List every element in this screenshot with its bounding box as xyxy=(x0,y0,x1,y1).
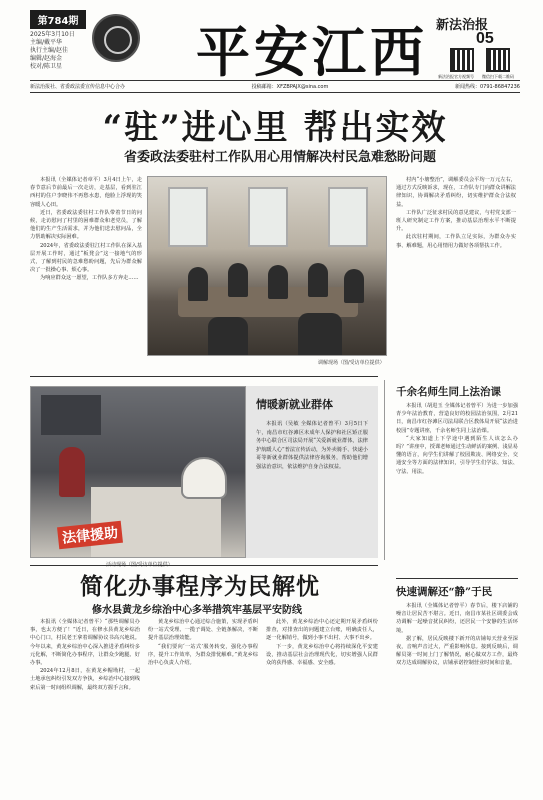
photo-person xyxy=(308,263,328,297)
side2-body xyxy=(396,602,518,792)
legal-aid-stamp: 法律援助 xyxy=(57,521,123,550)
lead-photo-caption: 调解现场（图/受访单位提供） xyxy=(318,360,385,366)
proofreader: 校对/陈卫星 xyxy=(30,63,63,70)
chief-editor: 主编/戴平华 xyxy=(30,39,63,46)
exec-editor: 执行主编/赵佳 xyxy=(30,47,69,54)
feature-title: 情暖新就业群体 xyxy=(256,398,333,411)
paragraph: 村内“小塘整治”，调解委员会平均一万元左右，通过方式反映诉求，现在，工作队专门向群众讲解法律知识，协调解决矛盾纠纷，切实维护群众合法权益。 xyxy=(396,177,516,208)
info-item: 投稿邮箱：XFZBPAJX@sina.com xyxy=(251,84,329,90)
paragraph: 为响应群众这一愿望，工作队多方奔走…… xyxy=(40,275,139,282)
photo-window xyxy=(328,187,368,247)
qr-code-icon xyxy=(486,48,510,72)
page-number: 05 xyxy=(476,30,494,47)
paragraph: “大家知道上下学途中遇到陌生人该怎么办吗？”讲座中，授课老师通过生动鲜活的案例、浅显易懂的语言，向学生们讲解了校园欺凌、网络安全、交通安全等方面的法律知识，引导学生们学法、知法、守法、用法。 xyxy=(396,435,518,475)
paragraph: 据了解，居民反映楼下新开的店铺每天营业至深夜，音响声音过大，严重影响休息。接到反映后，调解员第一时间上门了解情况，耐心做双方工作，最终双方达成调解协议，店铺承诺控制营业时间和音量。 xyxy=(396,635,518,667)
photo-sign xyxy=(41,395,101,435)
paragraph: 本报讯（胡进玉 全媒体记者曾平）为进一步加强青少年法治教育，营造良好的校园法治氛围，2月21日，南昌市红谷滩区司法局联合区教体局开展“法治进校园”专题讲座，千余名师生同上法治课。 xyxy=(396,403,518,434)
photo-person xyxy=(228,263,248,297)
qr-label: 新法治报官方视频号 xyxy=(438,74,474,79)
photo-person xyxy=(188,267,208,301)
editor: 编辑/赵海金 xyxy=(30,55,63,62)
lead-column-3 xyxy=(396,176,516,366)
second-headline: 简化办事程序为民解忧 xyxy=(80,573,320,600)
info-item: 新法治报社、省委政法委宣传信息中心合办 xyxy=(30,84,126,90)
paragraph: 本报讯（全媒体记者曾平）“那些调解员办事，也太方便了！”近日，在修水县黄龙乡综治中心门口，村民老王拿着调解协议书高兴地说。今年以来，黄龙乡综治中心深入推进矛盾纠纷多元化解，不断简化办事程序，让群众少跑腿、好办事。 xyxy=(30,619,140,667)
divider xyxy=(384,380,385,560)
qr-label: 微信扫下载二维码 xyxy=(482,74,514,79)
paragraph: 下一步，黄龙乡综治中心将持续深化平安建设，推动基层社会治理现代化，切实增强人民群众的获得感、幸福感、安全感。 xyxy=(266,643,378,667)
paragraph: 本报讯（全媒体记者章平）3月4日上午，走春节意后节前最后一次走访，走基层，看到驻江西村的住户李晓伟不再愁水患，他脸上浮现的笑容暖人心田。 xyxy=(30,177,142,208)
side1-body xyxy=(396,402,518,572)
lead-headline: “驻”进心里 帮出实效 xyxy=(102,108,448,148)
paragraph: “我们要向‘一站式’服务转变，强化办事程序，提升工作效率，为群众排忧解难。”黄龙乡综治中心负责人介绍。 xyxy=(148,643,258,667)
paragraph: 2024年，省委政法委驻江村工作队在深入基层开展工作时，通过“板凳会”这一接地气的形式，了解到村民的急难愁盼问题，先后为群众解决了一批操心事、烦心事。 xyxy=(30,242,142,274)
issue-date: 2025年3月10日 xyxy=(30,31,75,38)
feature-text: 本报讯（吴敏 全媒体记者曾平）3月5日下午，南昌市红谷滩区未成年人保护和社区矫正服务中心联合区司法局开展“关爱新就业群体，法律护航暖人心”普法宣传活动，为外卖骑手、快递小哥等新就业群体提供法律咨询服务，帮助他们增强法治意识，依法维护自身合法权益。 xyxy=(256,421,368,470)
photo-person xyxy=(208,317,248,356)
lead-photo xyxy=(147,176,387,356)
feature-panel xyxy=(246,386,378,558)
info-bar xyxy=(30,80,520,93)
side2-title: 快速调解还“静”于民 xyxy=(396,586,493,598)
paragraph: 本报讯（全媒体记者曾平）春节后，楼下店铺的噪音让居民苦不堪言。近日，南昌市某社区调委会成功调解一起噪音扰民纠纷，还居民一个安静的生活环境。 xyxy=(396,603,518,634)
paragraph: 黄龙乡综治中心通过综合施策，实现矛盾纠纷一站式受理、一揽子调处、全链条解决，不断提升基层治理效能。 xyxy=(148,619,258,642)
emblem-icon xyxy=(92,14,140,62)
issue-number: 第784期 xyxy=(30,10,86,29)
issue-meta xyxy=(30,31,86,71)
info-item: 新闻热线：0791-86847236 xyxy=(455,84,520,90)
issue-box xyxy=(30,10,86,71)
lead-deck: 省委政法委驻村工作队用心用情解决村民急难愁盼问题 xyxy=(123,150,436,165)
qr-code-icon xyxy=(450,48,474,72)
side1-title: 千余名师生同上法治课 xyxy=(396,386,501,398)
photo-person xyxy=(298,313,342,356)
paragraph: 2024年12月8日，在黄龙乡帽坳村，一起土地承包纠纷引发双方争执，乡综治中心接到线索后第一时间组织调解，最终双方握手言和。 xyxy=(30,668,140,691)
second-deck: 修水县黄龙乡综治中心多举措筑牢基层平安防线 xyxy=(92,605,302,616)
paragraph: 工作队广泛征求村民的意见建议，与村党支部一班人研究制定工作方案，推动基层治理水平不断提升。 xyxy=(396,209,516,233)
divider xyxy=(30,376,378,377)
second-column-1 xyxy=(30,618,140,796)
photo-window xyxy=(168,187,208,247)
photo-person xyxy=(268,265,288,299)
photo-helmet xyxy=(181,457,227,499)
brand-name: 新法治报 xyxy=(436,18,489,33)
photo-person xyxy=(59,447,85,497)
divider xyxy=(30,565,378,566)
paragraph: 此次驻村期间，工作队立足实际，为群众办实事、解难题，用心用情用力做好各项帮扶工作。 xyxy=(396,234,516,249)
second-column-2 xyxy=(148,618,258,796)
masthead-title: 平安江西 xyxy=(196,20,428,84)
second-column-3 xyxy=(266,618,378,796)
photo-person xyxy=(344,269,364,303)
lead-column-1 xyxy=(30,176,142,366)
paragraph: 近日，省委政法委驻村工作队带着节日的问候，走访慰问了村里的困难群众和老党员，了解他们的生产生活需求，并为他们送去慰问品，全力帮助解决实际困难。 xyxy=(30,209,142,241)
divider xyxy=(396,578,518,579)
photo-window xyxy=(248,187,288,247)
paragraph: 此外，黄龙乡综治中心还定期开展矛盾纠纷排查，对排查出的问题建立台账，明确责任人，逐一化解销号，做到小事不出村、大事不出乡。 xyxy=(266,619,378,642)
